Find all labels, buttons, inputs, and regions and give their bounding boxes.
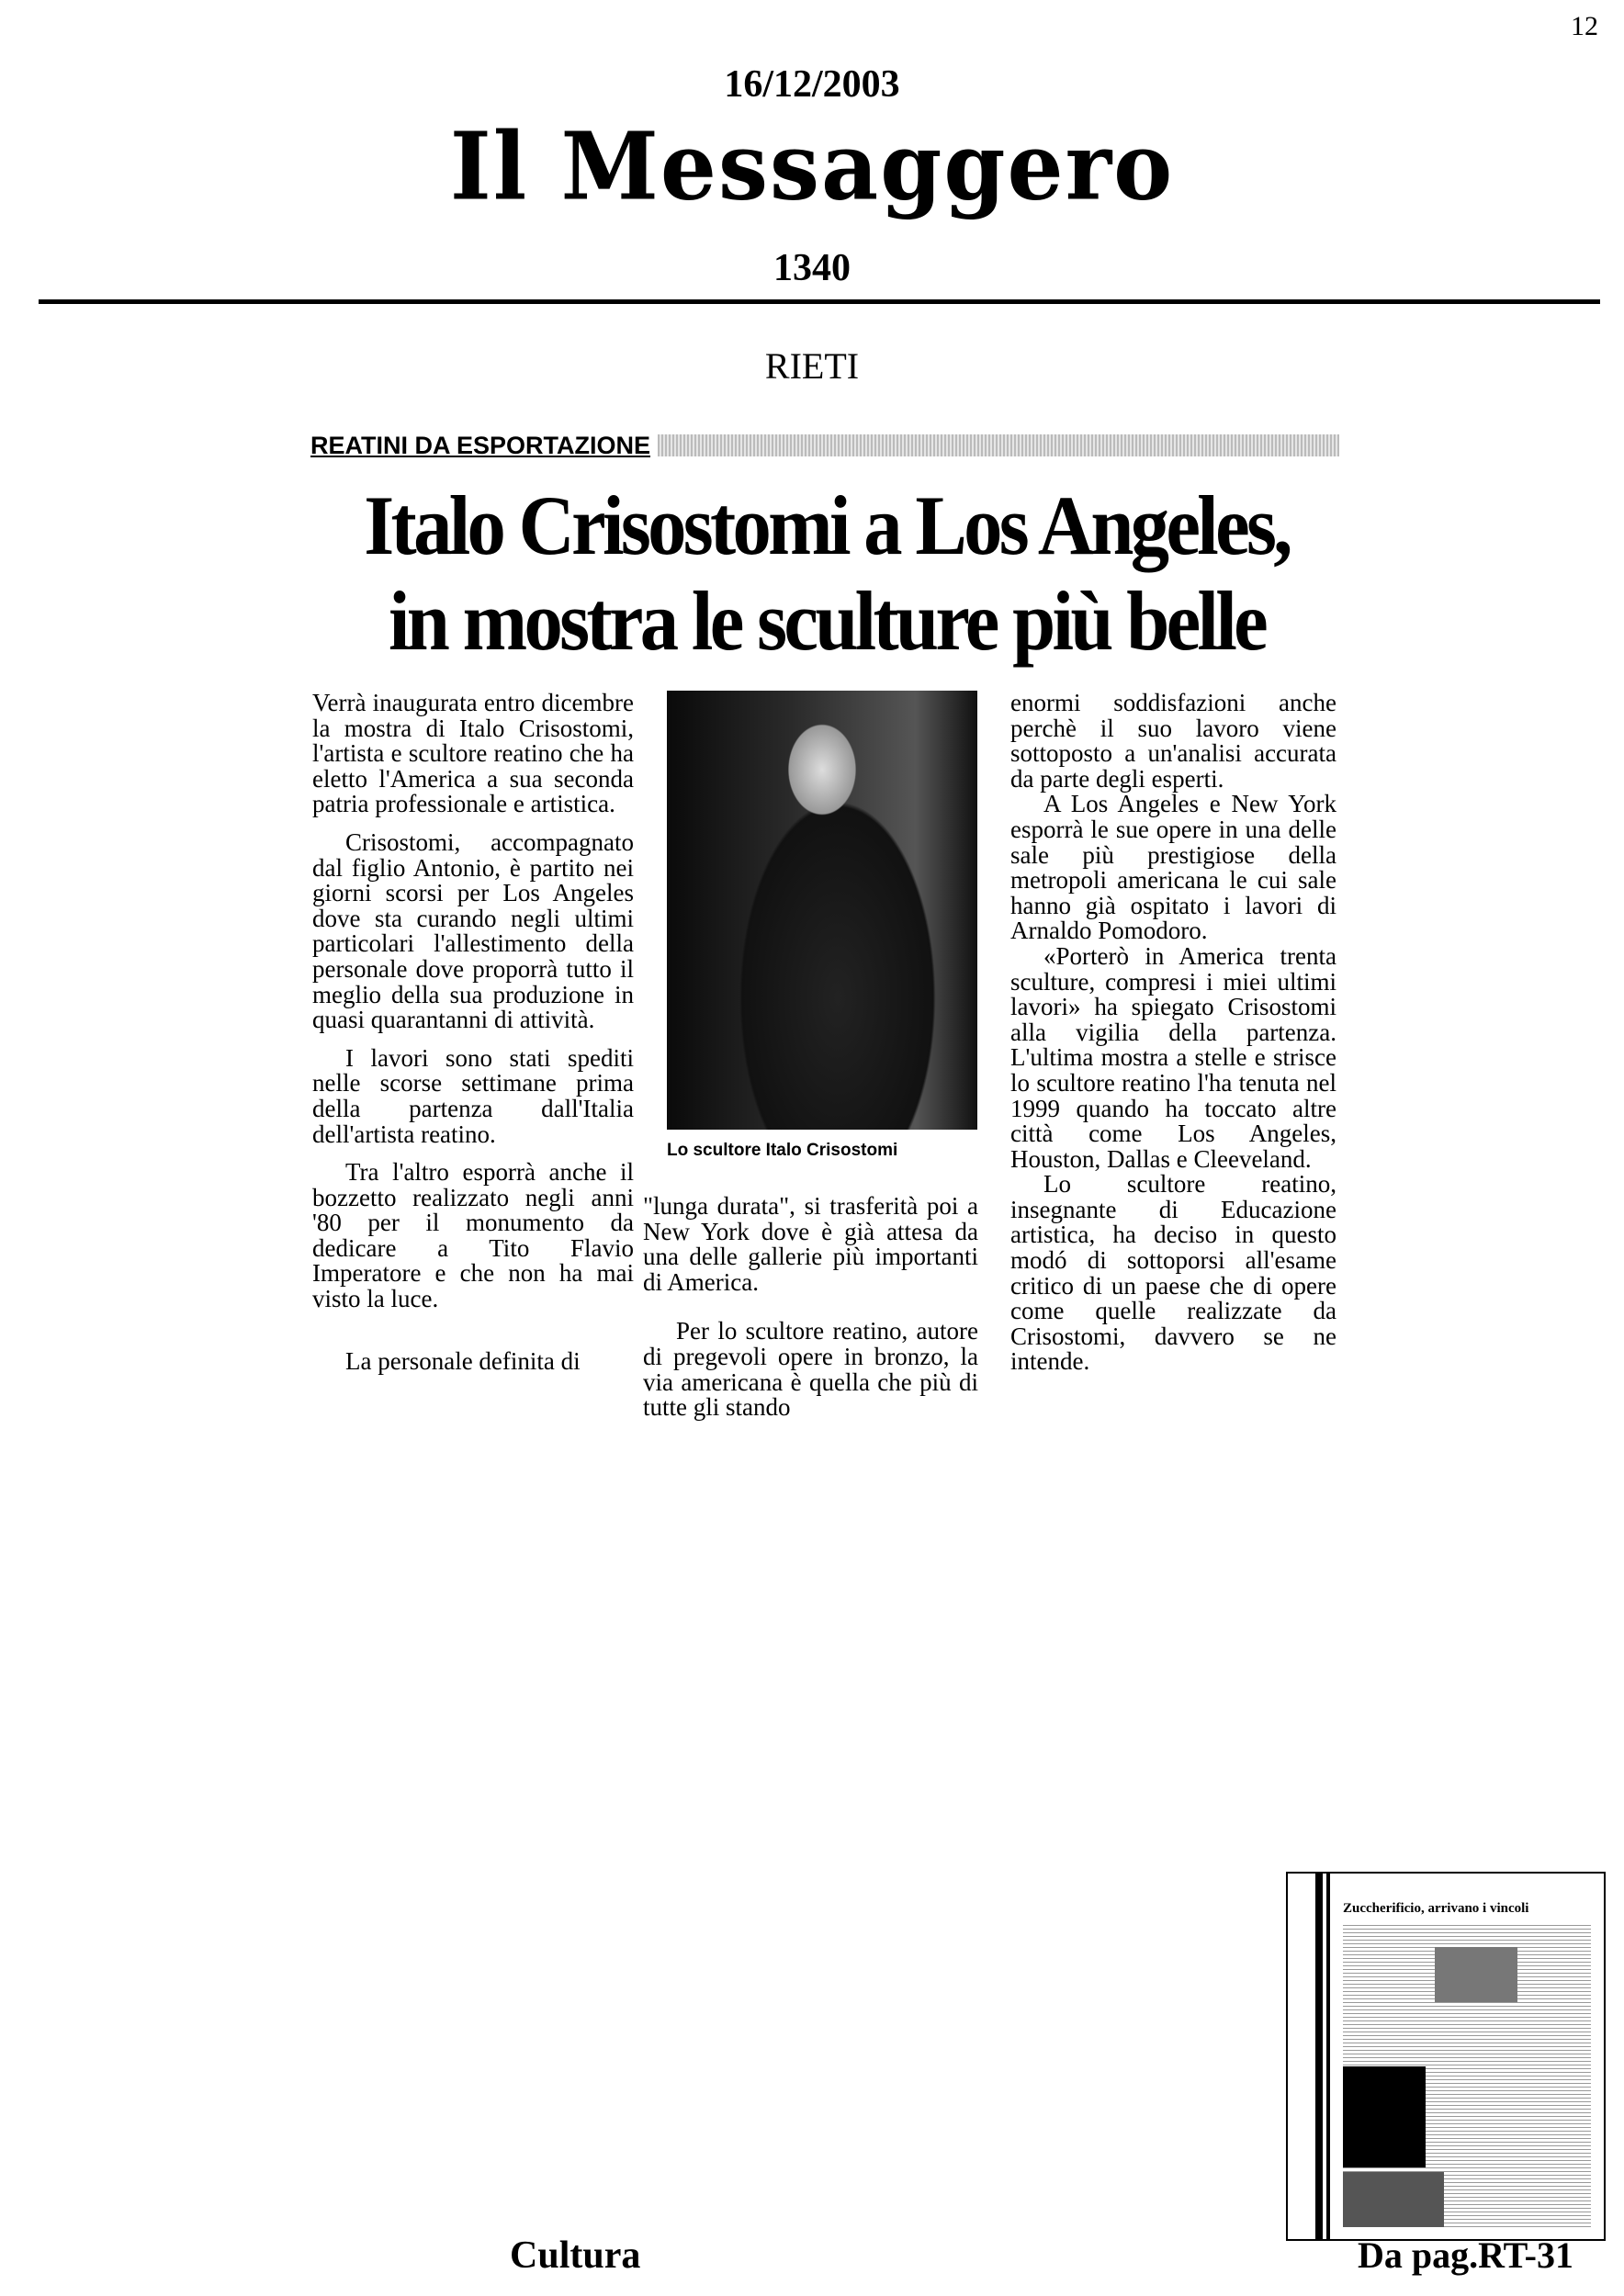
- paragraph: Tra l'altro esporrà anche il bozzetto realizzato negli anni '80 per il monumento da dedicare a Tito Flavio Imperatore e che non ha mai visto la luce.: [312, 1158, 634, 1313]
- publication-date: 16/12/2003: [724, 63, 900, 106]
- thumbnail-headline: Zuccherificio, arrivano i vincoli: [1343, 1901, 1529, 1916]
- paragraph: Per lo scultore reatino, autore di pregevoli opere in bronzo, la via americana è quella che più di tutte gli stando: [643, 1317, 978, 1422]
- article-column-2: [643, 1194, 978, 1421]
- footer-page-ref: Da pag.RT-31: [1358, 2234, 1573, 2276]
- paragraph: La personale definita di: [345, 1346, 581, 1375]
- paragraph: Crisostomi, accompagnato dal figlio Antonio, è partito nei giorni scorsi per Los Angeles dove sta curando negli ultimi particolari l'allestimento della personale dove proporrà tutto il meglio della sua produzione in quasi quarantanni di attività.: [312, 827, 634, 1034]
- thumbnail-bar: [1315, 1874, 1323, 2239]
- masthead-logo: Il Messaggero: [449, 112, 1175, 221]
- paragraph: «Porterò in America trenta sculture, compresi i miei ultimi lavori» ha spiegato Crisostomi alla vigilia della partenza. L'ultima mostra a stelle e strisce lo scultore reatino l'ha tenuta nel 1999 quando ha toccato altre città come Los Angeles, Houston, Dallas e Cleeveland.: [1010, 941, 1336, 1173]
- kicker-band: [658, 434, 1339, 456]
- clipping-code: 1340: [773, 247, 851, 289]
- header-divider: [39, 299, 1600, 304]
- sculptor-photo: [667, 691, 977, 1130]
- footer-section: Cultura: [510, 2234, 641, 2277]
- headline-line: Italo Crisostomi a Los Angeles,: [364, 478, 1290, 572]
- thumbnail-image: [1435, 1947, 1517, 2002]
- page-number: 12: [1571, 11, 1598, 41]
- article-column-3: [1010, 691, 1336, 1375]
- article-column-1: [312, 691, 634, 1374]
- headline-line: in mostra le sculture più belle: [388, 574, 1266, 668]
- headline: [320, 478, 1334, 669]
- paragraph: Verrà inaugurata entro dicembre la mostra di Italo Crisostomi, l'artista e scultore reatino che ha eletto l'America a sua seconda patria professionale e artistica.: [312, 689, 634, 818]
- thumbnail-image: [1343, 2172, 1444, 2227]
- thumbnail-bar: [1326, 1874, 1330, 2239]
- kicker-text: REATINI DA ESPORTAZIONE: [310, 431, 651, 459]
- kicker: [310, 432, 1339, 459]
- paragraph: "lunga durata", si trasferità poi a New York dove è già attesa da una delle gallerie più importanti di America.: [643, 1192, 978, 1296]
- paragraph: Lo scultore reatino, insegnante di Educazione artistica, ha deciso in questo modó di sottoporsi all'esame critico di un paese che di opere come quelle realizzate da Crisostomi, davvero se ne intende.: [1010, 1170, 1336, 1376]
- photo-caption: Lo scultore Italo Crisostomi: [667, 1141, 898, 1160]
- paragraph: A Los Angeles e New York esporrà le sue opere in una delle sale più prestigiose della metropoli americana le cui sale hanno già ospitato i lavori di Arnaldo Pomodoro.: [1010, 790, 1336, 945]
- paragraph: enormi soddisfazioni anche perchè il suo lavoro viene sottoposto a un'analisi accurata da parte degli esperti.: [1010, 689, 1336, 793]
- thumbnail-block: [1343, 2066, 1426, 2167]
- page-thumbnail: [1286, 1872, 1606, 2241]
- paragraph: I lavori sono stati spediti nelle scorse settimane prima della partenza dall'Italia dell'artista reatino.: [312, 1043, 634, 1148]
- section-title: RIETI: [764, 345, 860, 387]
